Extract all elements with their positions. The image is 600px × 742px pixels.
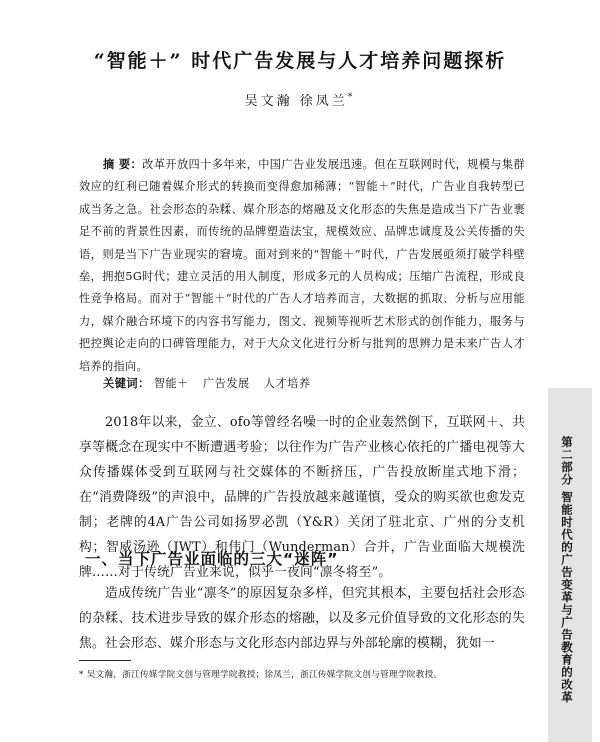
author-footnote-mark: *	[347, 92, 356, 103]
keyword-item: 智能＋	[153, 377, 189, 390]
footnote-divider	[79, 660, 131, 661]
body-paragraph: 造成传统广告业“凛冬”的原因复杂多样，但究其根本，主要包括社会形态的杂糅、技术进步导致的媒介形态的熔融，以及多元价值导致的文化形态的失焦。社会形态、媒介形态与文化形态内部边界与外部轮廓的模糊，犹如一	[79, 586, 525, 651]
abstract-label: 摘 要：	[103, 158, 143, 171]
body-paragraph: 2018年以来，金立、ofo等曾经名噪一时的企业轰然倒下，互联网＋、共享等概念在现实中不断遭遇考验；以往作为广告产业核心依托的广播电视等大众传播媒体受到互联网与社交媒体的不断挤压，广告投放断崖式地下滑；在“消费降级”的声浪中，品牌的广告投放越来越谨慎，受众的购买欲也愈发克制；老牌的4A广告公司如扬罗必凯（Y&R）关闭了驻北京、广州的分支机构；智威汤逊（JWT）和伟门（Wunderman）合并，广告业面临大规模洗牌……对于传统广告业来说，似乎一夜间“凛冬将至”。	[79, 415, 525, 580]
abstract-text: 改革开放四十多年来，中国广告业发展迅速。但在互联网时代，规模与集群效应的红利已随着媒介形式的转换而变得愈加稀薄；“智能＋”时代，广告业自我转型已成当务之急。社会形态的杂糅、媒介形态的熔融及文化形态的失焦是造成当下广告业裹足不前的背景性因素，而传统的品牌塑造法宝，规模效应、品牌忠诚度及公关传播的失语，则是当下广告业现实的窘境。面对到来的“智能＋”时代，广告发展亟须打破学科壁垒，拥抱5G时代；建立灵活的用人制度，形成多元的人员构成；压缩广告流程，形成良性竞争格局。而对于“智能＋”时代的广告人才培养而言，大数据的抓取、分析与应用能力，媒介融合环境下的内容书写能力，图文、视频等视听艺术形式的创作能力，服务与把控舆论走向的口碑管理能力，对于大众文化进行分析与批判的思辨力是未来广告人才培养的指向。	[79, 158, 525, 373]
section-heading: 一、当下广告业面临的三大“迷阵”	[85, 550, 339, 568]
keywords-label: 关键词：	[103, 377, 150, 390]
footnote: * 吴文瀚，浙江传媒学院文创与管理学院教授；徐凤兰，浙江传媒学院文创与管理学院教授。	[79, 670, 443, 680]
page-title: “智能＋” 时代广告发展与人才培养问题探析	[93, 50, 507, 72]
keyword-item: 人才培养	[263, 377, 311, 390]
side-tab-label: 第二部分 智能时代的广告变革与广告教育的改革	[560, 436, 574, 704]
keyword-item: 广告发展	[202, 377, 250, 390]
author-line	[0, 90, 600, 109]
abstract	[79, 154, 525, 378]
author-names: 吴文瀚 徐凤兰	[244, 94, 348, 109]
keywords	[103, 375, 523, 391]
